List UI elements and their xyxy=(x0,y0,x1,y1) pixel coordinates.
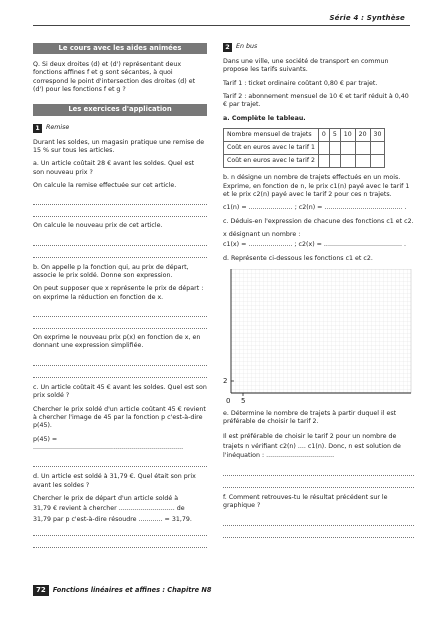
question-c: c. Un article coûtait 45 € avant les soldes. Quel est son prix soldé ? xyxy=(33,383,207,400)
table-cell[interactable] xyxy=(318,155,329,168)
page-footer xyxy=(33,585,212,596)
question-a: a. Complète le tableau. xyxy=(223,114,306,122)
question-c: c. Déduis-en l'expression de chacune des fonctions c1 et c2. xyxy=(223,217,414,225)
table-row-header: Coût en euros avec le tarif 2 xyxy=(224,155,319,168)
table-row-header: Nombre mensuel de trajets xyxy=(224,129,319,142)
exercise-number: 1 xyxy=(33,124,42,133)
hint-a2: On calcule le nouveau prix de cet article. xyxy=(33,222,163,230)
answer-line[interactable] xyxy=(33,319,207,329)
answer-line[interactable] xyxy=(33,236,207,246)
answer-e: Il est préférable de choisir le tarif 2 pour un nombre de trajets n vérifiant c2(n) .... c1(n). Donc, n est solution de l'inéquation : .................................. xyxy=(223,432,401,460)
table-cell[interactable] xyxy=(370,155,385,168)
table-cell[interactable] xyxy=(355,142,370,155)
exercise-title: En bus xyxy=(236,43,258,51)
question-d: d. Représente ci-dessous les fonctions c1 et c2. xyxy=(223,254,373,262)
tarif-2: Tarif 2 : abonnement mensuel de 10 € et tarif réduit à 0,40 € par trajet. xyxy=(223,93,409,109)
table-col: 20 xyxy=(355,129,370,142)
exercise-intro: Dans une ville, une société de transport en commun propose les tarifs suivants. xyxy=(223,58,389,74)
answer-line[interactable] xyxy=(33,457,207,467)
x-tick-label: 5 xyxy=(241,397,246,406)
answer-line[interactable] xyxy=(33,356,207,366)
answer-c: p(45) = ........................................................................... xyxy=(33,435,184,451)
table-col: 30 xyxy=(370,129,385,142)
answer-line[interactable] xyxy=(223,478,414,488)
question-a: a. Un article coûtait 28 € avant les soldes. Quel est son nouveau prix ? xyxy=(33,160,195,176)
chapter-title: Fonctions linéaires et affines : Chapitre N8 xyxy=(52,586,212,595)
x-origin-label: 0 xyxy=(226,397,231,406)
exercise-2-title xyxy=(223,43,414,52)
answer-line[interactable] xyxy=(33,195,207,205)
exercise-intro: Durant les soldes, un magasin pratique une remise de 15 % sur tous les articles. xyxy=(33,138,205,154)
hint-b1: On peut supposer que x représente le prix de départ : on exprime la réduction en fonction de x. xyxy=(33,285,204,301)
exercise-number: 2 xyxy=(223,43,232,52)
section-header-exercises: Les exercices d'application xyxy=(33,104,207,115)
table-col: 5 xyxy=(329,129,340,142)
page-number: 72 xyxy=(33,585,49,596)
hint-a1: On calcule la remise effectuée sur cet article. xyxy=(33,181,177,189)
answer-line[interactable] xyxy=(33,526,207,536)
fares-table xyxy=(223,128,385,168)
header-rule xyxy=(33,25,410,26)
question-b: b. On appelle p la fonction qui, au prix de départ, associe le prix soldé. Donne son expression. xyxy=(33,263,189,280)
table-cell[interactable] xyxy=(340,142,355,155)
table-cell[interactable] xyxy=(318,142,329,155)
table-row-header: Coût en euros avec le tarif 1 xyxy=(224,142,319,155)
table-col: 10 xyxy=(340,129,355,142)
answer-line[interactable] xyxy=(223,528,414,538)
left-column xyxy=(33,40,207,550)
exercise-title: Remise xyxy=(46,123,70,131)
answer-line[interactable] xyxy=(33,307,207,317)
table-cell[interactable] xyxy=(329,155,340,168)
answer-line[interactable] xyxy=(33,368,207,378)
series-title: Série 4 : Synthèse xyxy=(329,14,405,22)
answer-line[interactable] xyxy=(223,516,414,526)
table-cell[interactable] xyxy=(355,155,370,168)
exercise-1-title xyxy=(33,124,207,133)
question-d: d. Un article est soldé à 31,79 €. Quel était son prix avant les soldes ? xyxy=(33,473,196,489)
answer-line[interactable] xyxy=(223,466,414,476)
question-e: e. Détermine le nombre de trajets à partir duquel il est préférable de choisir le tarif 2. xyxy=(223,410,397,426)
hint-b2: On exprime le nouveau prix p(x) en fonction de x, en donnant une expression simplifiée. xyxy=(33,334,201,350)
question-f: f. Comment retrouves-tu le résultat précédent sur le graphique ? xyxy=(223,494,388,510)
answer-line[interactable] xyxy=(33,207,207,217)
tarif-1: Tarif 1 : ticket ordinaire coûtant 0,80 € par trajet. xyxy=(223,79,378,87)
hint-d1: Chercher le prix de départ d'un article soldé à xyxy=(33,495,179,503)
question-b: b. n désigne un nombre de trajets effectués en un mois. Exprime, en fonction de n, le prix c1(n) payé avec le tarif 1 et le prix c2(n) payé avec le tarif 2 pour ces n trajets. xyxy=(223,174,410,198)
answer-line[interactable] xyxy=(33,248,207,258)
table-col: 0 xyxy=(318,129,329,142)
answer-c: c1(x) = ...................... ; c2(x) = ....................................... . xyxy=(223,241,407,249)
hint-c1: Chercher le prix soldé d'un article coûtant 45 € revient à chercher l'image de 45 par la fonction p c'est-à-dire p(45). xyxy=(33,405,206,430)
question-q: Q. Si deux droites (d) et (d') représentant deux fonctions affines f et g sont sécantes, à quoi correspond le point d'intersection des droites (d) et (d') pour les fonctions f et g ? xyxy=(33,61,196,94)
hint-c: x désignant un nombre : xyxy=(223,230,301,238)
table-cell[interactable] xyxy=(340,155,355,168)
hint-d2: 31,79 € revient à chercher ............................ de xyxy=(33,505,185,513)
right-column xyxy=(223,40,414,540)
graph-grid[interactable] xyxy=(223,269,414,406)
section-header-course: Le cours avec les aides animées xyxy=(33,43,207,54)
answer-line[interactable] xyxy=(33,538,207,548)
answer-b: c1(n) = ...................... ; c2(n) = ....................................... . xyxy=(223,204,407,212)
y-tick-label: 2 xyxy=(223,377,228,386)
hint-d3: 31,79 par p c'est-à-dire résoudre ............ = 31,79. xyxy=(33,515,192,523)
table-cell[interactable] xyxy=(370,142,385,155)
table-cell[interactable] xyxy=(329,142,340,155)
graph-svg xyxy=(223,269,414,406)
